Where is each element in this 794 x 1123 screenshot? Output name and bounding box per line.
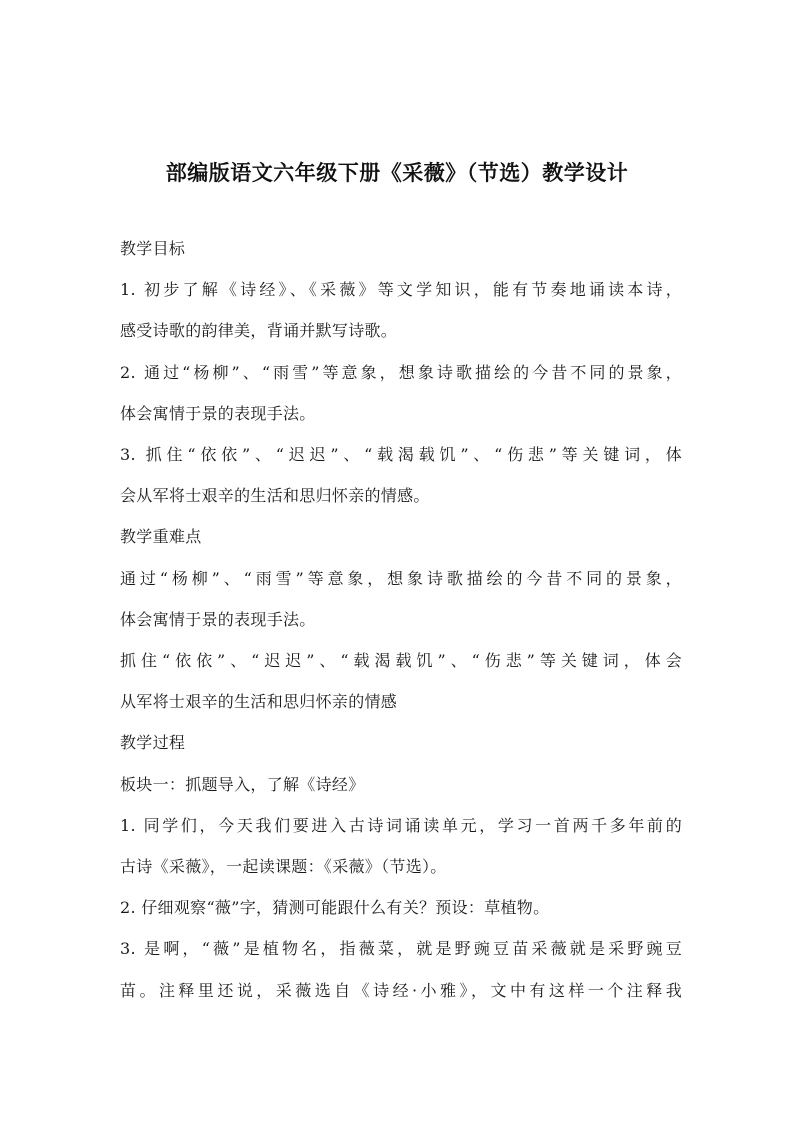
body-line: 抓住“依依”、“迟迟”、“载渴载饥”、“伤悲”等关键词，体会 bbox=[120, 651, 682, 670]
body-line: 2. 仔细观察“薇”字，猜测可能跟什么有关？预设：草植物。 bbox=[120, 898, 550, 917]
body-line: 古诗《采薇》，一起读课题：《采薇》（节选）。 bbox=[120, 857, 447, 876]
body-line: 感受诗歌的韵律美，背诵并默写诗歌。 bbox=[120, 321, 398, 340]
body-line: 从军将士艰辛的生活和思归怀亲的情感 bbox=[120, 692, 398, 711]
body-line: 教学目标 bbox=[120, 239, 186, 258]
body-line: 苗。注释里还说，采薇选自《诗经·小雅》，文中有这样一个注释我 bbox=[120, 981, 682, 1000]
body-line: 1. 同学们，今天我们要进入古诗词诵读单元，学习一首两千多年前的 bbox=[120, 816, 682, 835]
body-line: 通过“杨柳”、“雨雪”等意象，想象诗歌描绘的今昔不同的景象， bbox=[120, 569, 682, 588]
body-line: 板块一：抓题导入，了解《诗经》 bbox=[120, 775, 365, 794]
body-line: 1. 初步了解《诗经》、《采薇》等文学知识，能有节奏地诵读本诗， bbox=[120, 280, 682, 299]
body-line: 2. 通过“杨柳”、“雨雪”等意象，想象诗歌描绘的今昔不同的景象， bbox=[120, 363, 682, 382]
body-line: 体会寓情于景的表现手法。 bbox=[120, 610, 316, 629]
body-line: 会从军将士艰辛的生活和思归怀亲的情感。 bbox=[120, 486, 430, 505]
body-line: 教学过程 bbox=[120, 733, 186, 752]
body-line: 3. 是啊，“薇”是植物名，指薇菜，就是野豌豆苗采薇就是采野豌豆 bbox=[120, 939, 682, 958]
document-title: 部编版语文六年级下册《采薇》（节选）教学设计 bbox=[165, 161, 629, 185]
body-line: 体会寓情于景的表现手法。 bbox=[120, 404, 316, 423]
body-line: 教学重难点 bbox=[120, 527, 202, 546]
body-line: 3. 抓住“依依”、“迟迟”、“载渴载饥”、“伤悲”等关键词，体 bbox=[120, 445, 682, 464]
